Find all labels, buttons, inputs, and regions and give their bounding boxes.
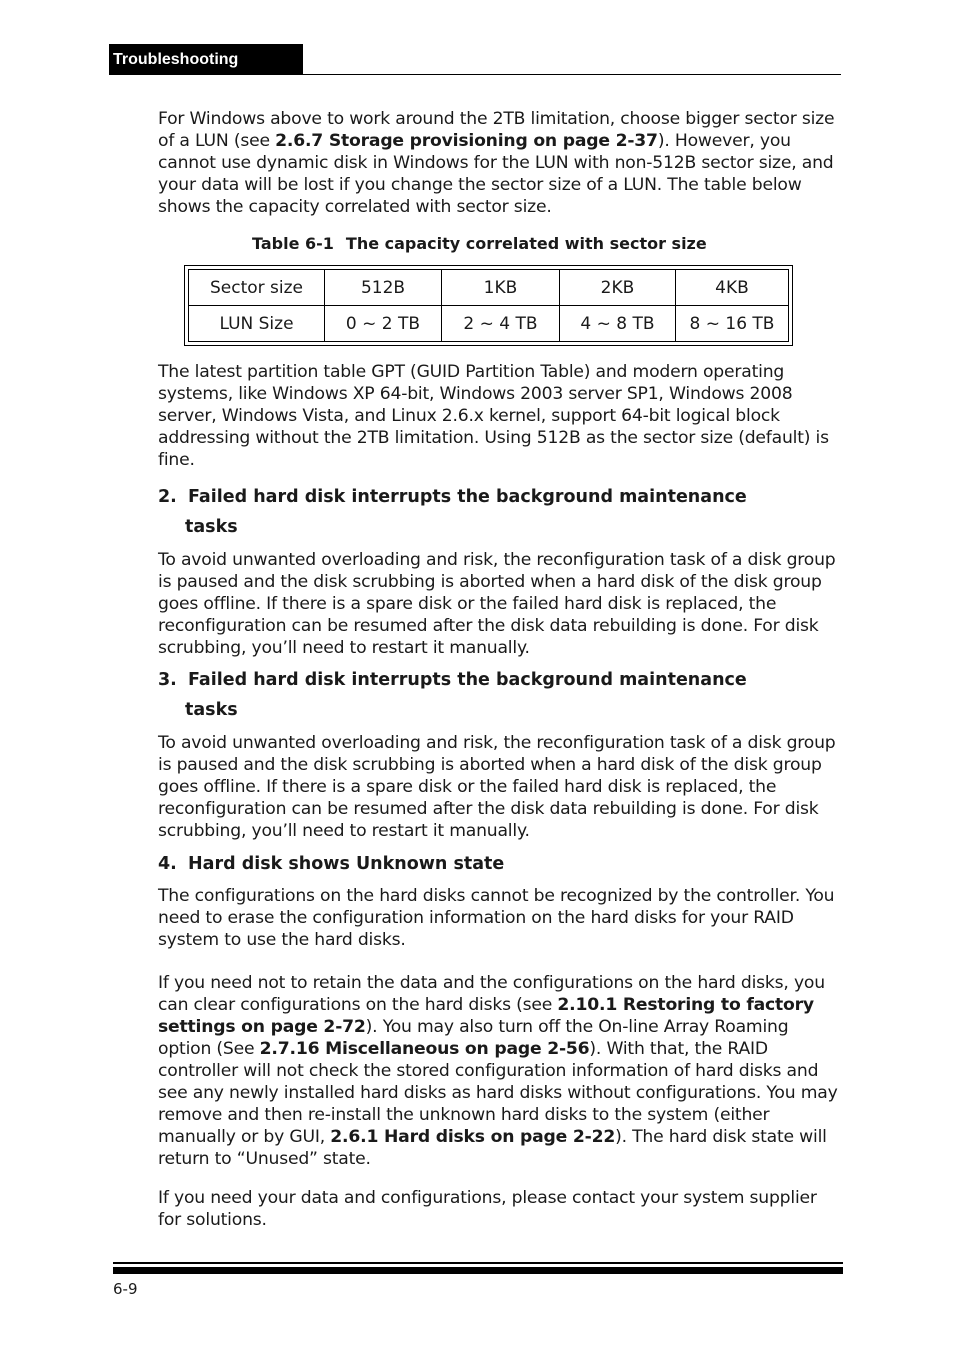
- table-cell: 0 ~ 2 TB: [325, 306, 442, 342]
- table-caption: Table 6-1 The capacity correlated with sector size: [252, 234, 707, 253]
- table-cell: 1KB: [442, 270, 560, 306]
- cross-reference: 2.6.1 Hard disks on page 2-22: [330, 1127, 616, 1147]
- item-2-heading: 2. Failed hard disk interrupts the background maintenance tasks: [158, 487, 747, 537]
- table-row: [189, 306, 789, 342]
- table-cell: 2KB: [560, 270, 676, 306]
- table-cell: 2 ~ 4 TB: [442, 306, 560, 342]
- item-4-heading: 4. Hard disk shows Unknown state: [158, 854, 505, 874]
- item-2-body: To avoid unwanted overloading and risk, the reconfiguration task of a disk group is paused and the disk scrubbing is aborted when a hard disk of the disk group goes offline. If there is a spare disk or the failed hard disk is replaced, the reconfiguration can be resumed after the disk data rebuilding is done. For disk scrubbing, you’ll need to restart it manually.: [158, 550, 836, 658]
- item-3-heading: 3. Failed hard disk interrupts the background maintenance tasks: [158, 670, 747, 720]
- cross-reference: 2.7.16 Miscellaneous on page 2-56: [259, 1039, 590, 1059]
- footer-rule-thin: [113, 1262, 843, 1264]
- table-cell: Sector size: [189, 270, 325, 306]
- item-4-body-2: If you need not to retain the data and the configurations on the hard disks, you can clear configurations on the hard disks (see 2.10.1 Restoring to factory settings on page 2-72). You may also turn off the On-line Array Roaming option (See 2.7.16 Miscellaneous on page 2-56). With that, the RAID controller will not check the stored configuration information of hard disks and see any newly installed hard disks as hard disks without configurations. You may remove and then re-install the unknown hard disks to the system (either manually or by GUI, 2.6.1 Hard disks on page 2-22). The hard disk state will return to “Unused” state.: [158, 973, 838, 1169]
- table-cell: 4KB: [676, 270, 789, 306]
- table-cell: LUN Size: [189, 306, 325, 342]
- table-cell: 8 ~ 16 TB: [676, 306, 789, 342]
- item-3-body: To avoid unwanted overloading and risk, the reconfiguration task of a disk group is paused and the disk scrubbing is aborted when a hard disk of the disk group goes offline. If there is a spare disk or the failed hard disk is replaced, the reconfiguration can be resumed after the disk data rebuilding is done. For disk scrubbing, you’ll need to restart it manually.: [158, 733, 836, 841]
- gpt-paragraph: The latest partition table GPT (GUID Partition Table) and modern operating systems, like Windows XP 64-bit, Windows 2003 server SP1, Windows 2008 server, Windows Vista, and Linux 2.6.x kernel, support 64-bit logical block addressing without the 2TB limitation. Using 512B as the sector size (default) is fine.: [158, 362, 829, 470]
- table-cell: 4 ~ 8 TB: [560, 306, 676, 342]
- capacity-table: [188, 269, 789, 342]
- cross-reference: 2.6.7 Storage provisioning on page 2-37: [275, 131, 658, 151]
- cross-reference: 2.10.1 Restoring to factory settings on page 2-72: [158, 995, 814, 1037]
- intro-paragraph: For Windows above to work around the 2TB limitation, choose bigger sector size of a LUN (see 2.6.7 Storage provisioning on page 2-37). However, you cannot use dynamic disk in Windows for the LUN with non-512B sector size, and your data will be lost if you change the sector size of a LUN. The table below shows the capacity correlated with sector size.: [158, 109, 835, 217]
- page-number: 6-9: [113, 1280, 138, 1298]
- footer-rule-thick: [113, 1267, 843, 1274]
- table-cell: 512B: [325, 270, 442, 306]
- item-4-body-3: If you need your data and configurations, please contact your system supplier for solutions.: [158, 1188, 817, 1230]
- table-row: [189, 270, 789, 306]
- item-4-body-1: The configurations on the hard disks cannot be recognized by the controller. You need to erase the configuration information on the hard disks for your RAID system to use the hard disks.: [158, 886, 835, 950]
- capacity-table-frame: [184, 265, 793, 346]
- section-header-tab: Troubleshooting: [109, 44, 303, 75]
- header-rule: [109, 74, 841, 75]
